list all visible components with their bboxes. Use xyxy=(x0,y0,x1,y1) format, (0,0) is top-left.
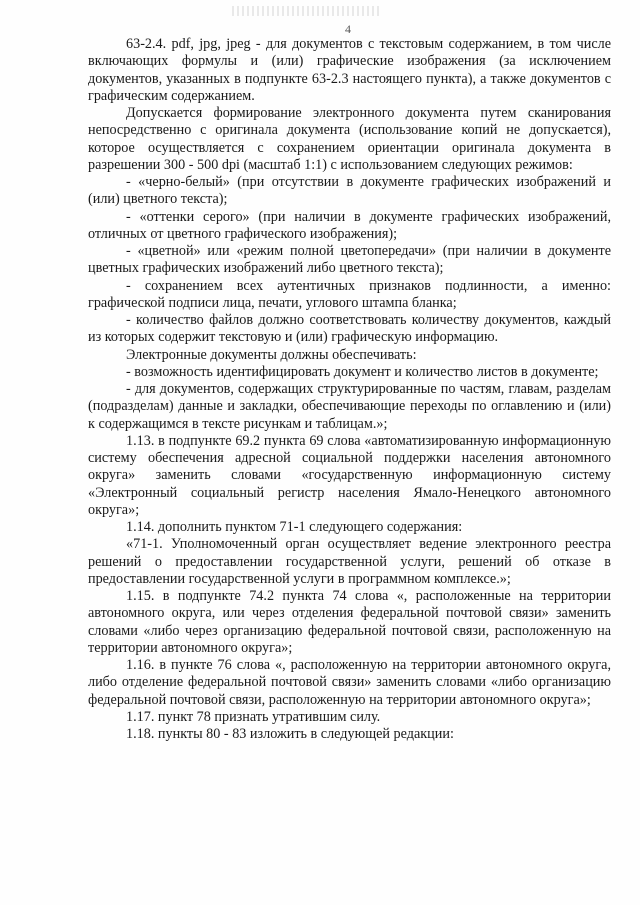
scan-artifact xyxy=(232,6,382,16)
page-number: 4 xyxy=(345,22,351,36)
paragraph-1-16: 1.16. в пункте 76 слова «, расположенную на территории автономного округа, либо отделение федеральной почтовой связи» заменить словами «либо организацию федеральной почтовой связи, расположенную на территории автономного округа»; xyxy=(88,657,611,708)
paragraph-identify: - возможность идентифицировать документ и количество листов в документе; xyxy=(126,363,599,380)
paragraph-authenticity: - сохранением всех аутентичных признаков подлинности, а именно: графической подписи лица, печати, углового штампа бланка; xyxy=(88,277,611,311)
paragraph-mode-grayscale: - «оттенки серого» (при наличии в документе графических изображений, отличных от цветного графического изображения); xyxy=(88,208,611,242)
paragraph-scanning-allowed: Допускается формирование электронного документа путем сканирования непосредственно с оригинала документа (использование копий не допускается), которое осуществляется с сохранением ориентации оригинала документа в разрешении 300 - 500 dpi (масштаб 1:1) с использованием следующих режимов: xyxy=(88,105,611,173)
paragraph-1-17: 1.17. пункт 78 признать утратившим силу. xyxy=(126,708,381,725)
paragraph-file-count: - количество файлов должно соответствовать количеству документов, каждый из которых содержит текстовую и (или) графическую информацию. xyxy=(88,312,611,346)
document-body xyxy=(88,36,611,743)
paragraph-mode-black-white: - «черно-белый» (при отсутствии в документе графических изображений и (или) цветного текста); xyxy=(88,174,611,208)
paragraph-electronic-docs: Электронные документы должны обеспечивать: xyxy=(126,346,417,363)
paragraph-63-2-4: 63-2.4. pdf, jpg, jpeg - для документов с текстовым содержанием, в том числе включающих формулы и (или) графические изображения (за исключением документов, указанных в подпункте 63-2.3 настоящего пункта), а также документов с графическим содержанием. xyxy=(88,36,611,104)
paragraph-mode-color: - «цветной» или «режим полной цветопередачи» (при наличии в документе цветных графических изображений либо цветного текста); xyxy=(88,243,611,277)
paragraph-1-15: 1.15. в подпункте 74.2 пункта 74 слова «, расположенные на территории автономного округа, или через отделения федеральной почтовой связи» заменить словами «либо через организацию федеральной почтовой связи, расположенную на территории автономного округа»; xyxy=(88,588,611,656)
paragraph-bookmarks: - для документов, содержащих структурированные по частям, главам, разделам (подразделам) данные и закладки, обеспечивающие переходы по оглавлению и (или) к содержащимся в тексте рисункам и таблицам.»; xyxy=(88,381,611,432)
paragraph-1-13: 1.13. в подпункте 69.2 пункта 69 слова «автоматизированную информационную систему обеспечения адресной социальной поддержки населения автономного округа» заменить словами «государственную информационную систему «Электронный социальный регистр населения Ямало-Ненецкого автономного округа»; xyxy=(88,432,611,518)
paragraph-1-18: 1.18. пункты 80 - 83 изложить в следующей редакции: xyxy=(126,726,454,742)
paragraph-1-14: 1.14. дополнить пунктом 71-1 следующего содержания: xyxy=(126,519,463,535)
paragraph-71-1: «71-1. Уполномоченный орган осуществляет ведение электронного реестра решений о предоставлении государственной услуги, решений об отказе в предоставлении государственной услуги в программном комплексе.»; xyxy=(88,536,611,587)
